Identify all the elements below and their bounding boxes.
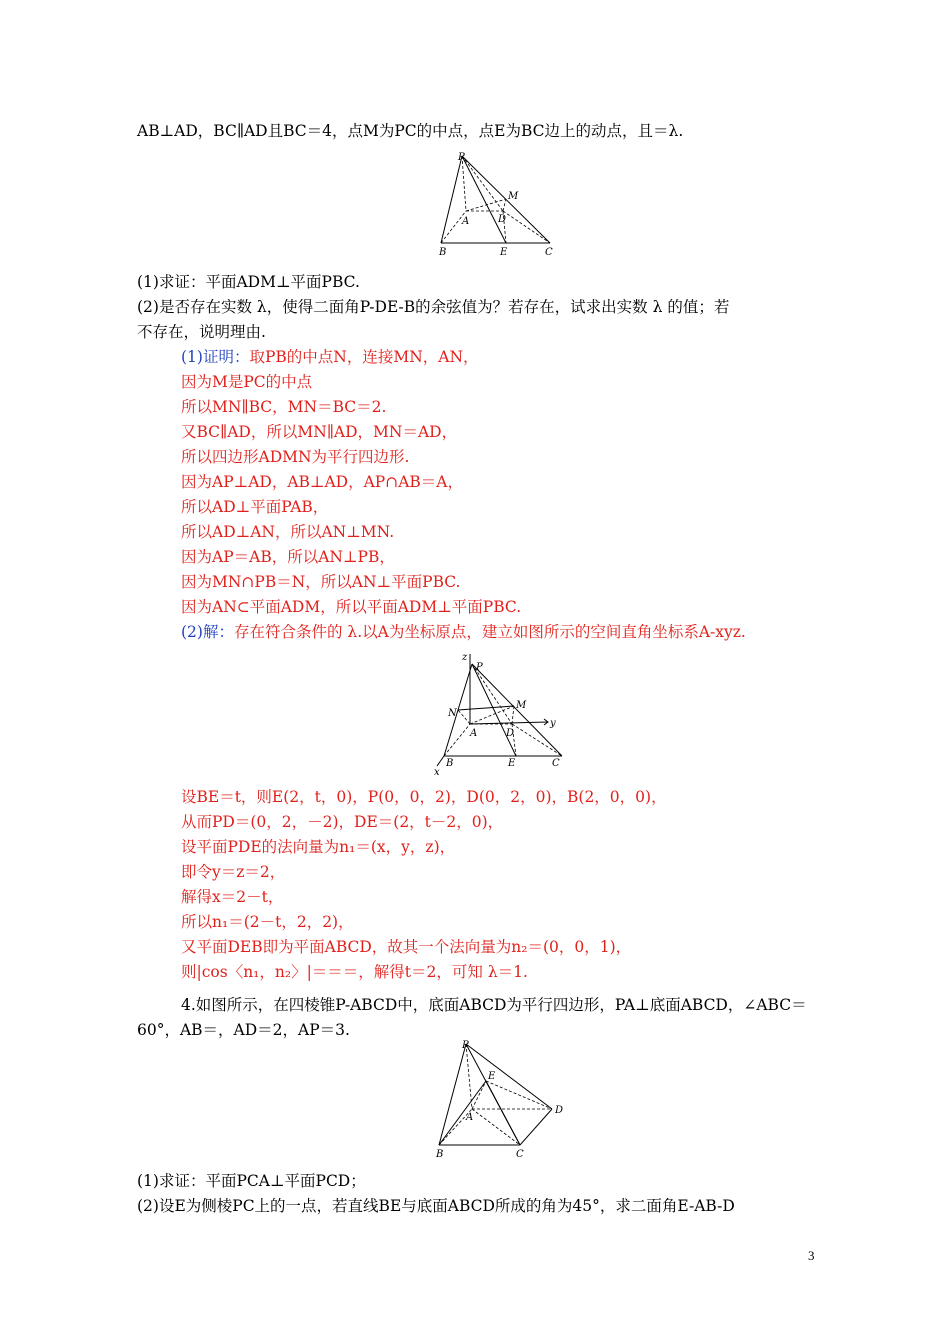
label-A: A xyxy=(470,728,478,739)
label-y: y xyxy=(550,718,556,729)
solution-line-4: 设平面PDE的法向量为n₁＝(x，y，z)， xyxy=(181,838,456,856)
label-D: D xyxy=(506,728,515,739)
proof-line-3: 所以MN∥BC，MN＝BC＝2. xyxy=(181,398,387,416)
label-E: E xyxy=(500,247,508,258)
solution-line-7: 所以n₁＝(2－t，2，2)， xyxy=(181,913,354,931)
proof-line-9: 因为AP＝AB，所以AN⊥PB， xyxy=(181,548,395,566)
label-C: C xyxy=(516,1149,524,1160)
label-C: C xyxy=(552,758,560,769)
label-D: D xyxy=(555,1105,564,1116)
question-2-line-2: 不存在，说明理由. xyxy=(137,323,266,341)
label-z: z xyxy=(462,652,468,663)
proof-line-2: 因为M是PC的中点 xyxy=(181,373,313,391)
page-number: 3 xyxy=(808,1248,815,1263)
coordinate-figure-2 xyxy=(428,648,568,776)
problem-4-question-1: (1)求证：平面PCA⊥平面PCD； xyxy=(137,1172,366,1190)
label-x: x xyxy=(434,767,440,776)
label-M: M xyxy=(508,191,519,202)
label-C: C xyxy=(545,247,553,258)
solution-line-1 xyxy=(181,622,746,642)
solution-line-9: 则|cos〈n₁，n₂〉|＝＝＝，解得t＝2，可知 λ＝1. xyxy=(181,963,528,981)
proof-line-5: 所以四边形ADMN为平行四边形. xyxy=(181,448,410,466)
proof-line-7: 所以AD⊥平面PAB， xyxy=(181,498,329,516)
proof-text: 取PB的中点N，连接MN，AN， xyxy=(249,348,479,366)
problem-condition-line: AB⊥AD，BC∥AD且BC＝4，点M为PC的中点，点E为BC边上的动点，且＝λ. xyxy=(137,122,684,140)
solution-line-2: 设BE＝t，则E(2，t，0)，P(0，0，2)，D(0，2，0)，B(2，0，0)， xyxy=(181,788,667,806)
label-E: E xyxy=(488,1071,496,1082)
label-B: B xyxy=(439,247,447,258)
proof-line-4: 又BC∥AD，所以MN∥AD，MN＝AD， xyxy=(181,423,458,441)
label-D: D xyxy=(498,214,507,225)
label-P: P xyxy=(476,662,483,673)
question-1: (1)求证：平面ADM⊥平面PBC. xyxy=(137,273,360,291)
proof-line-10: 因为MN∩PB＝N，所以AN⊥平面PBC. xyxy=(181,573,461,591)
proof-line-1 xyxy=(181,347,479,367)
pyramid-figure-3 xyxy=(428,1036,578,1164)
proof-heading: (1)证明： xyxy=(181,348,250,366)
label-E: E xyxy=(508,758,516,769)
question-2-line-1: (2)是否存在实数 λ，使得二面角P-DE-B的余弦值为？若存在，试求出实数 λ 的值；若 xyxy=(137,298,730,316)
label-A: A xyxy=(462,216,470,227)
proof-line-11: 因为AN⊂平面ADM，所以平面ADM⊥平面PBC. xyxy=(181,598,522,616)
problem-4-line-2: 60°，AB＝，AD＝2，AP＝3. xyxy=(137,1021,350,1039)
label-B: B xyxy=(436,1149,444,1160)
solution-line-8: 又平面DEB即为平面ABCD，故其一个法向量为n₂＝(0，0，1)， xyxy=(181,938,632,956)
solution-heading: (2)解： xyxy=(181,623,234,641)
problem-4-question-2: (2)设E为侧棱PC上的一点，若直线BE与底面ABCD所成的角为45°，求二面角E-AB-D xyxy=(137,1197,735,1215)
solution-line-5: 即令y＝z＝2， xyxy=(181,863,286,881)
pyramid-figure-1 xyxy=(430,150,560,260)
solution-line-6: 解得x＝2－t， xyxy=(181,888,284,906)
solution-text: 存在符合条件的 λ.以A为坐标原点，建立如图所示的空间直角坐标系A-xyz. xyxy=(233,623,746,641)
label-P: P xyxy=(462,1040,469,1051)
label-M: M xyxy=(516,700,527,711)
label-B: B xyxy=(446,758,454,769)
solution-line-3: 从而PD＝(0，2，－2)，DE＝(2，t－2，0)， xyxy=(181,813,504,831)
problem-4-line-1: 4.如图所示，在四棱锥P-ABCD中，底面ABCD为平行四边形，PA⊥底面ABCD，∠ABC＝ xyxy=(181,996,807,1014)
proof-line-6: 因为AP⊥AD，AB⊥AD，AP∩AB＝A， xyxy=(181,473,463,491)
proof-line-8: 所以AD⊥AN，所以AN⊥MN. xyxy=(181,523,395,541)
label-P: P xyxy=(458,152,465,163)
label-N: N xyxy=(448,708,457,719)
label-A: A xyxy=(466,1112,474,1123)
